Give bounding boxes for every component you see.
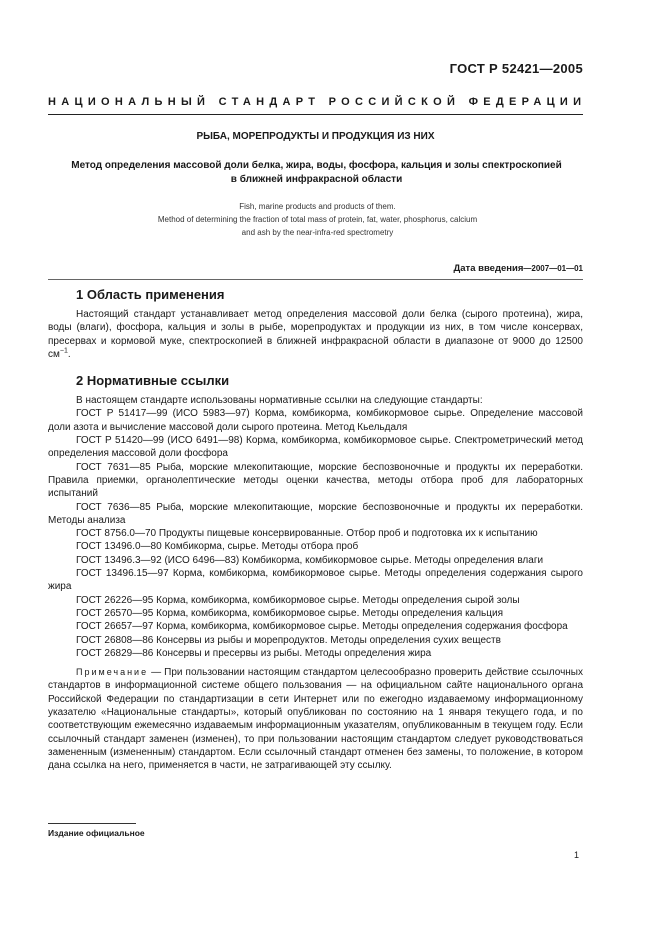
reference-item: ГОСТ 13496.3—92 (ИСО 6496—83) Комбикорма, комбикормовое сырье. Методы определения влаги	[76, 554, 544, 566]
section-1-heading: 1 Область применения	[76, 287, 225, 302]
note-paragraph	[48, 666, 583, 772]
reference-item: ГОСТ 26657—97 Корма, комбикорма, комбикормовое сырье. Методы определения содержания фосфора	[76, 621, 568, 633]
reference-item: ГОСТ 13496.15—97 Корма, комбикорма, комбикормовое сырье. Методы определения содержания сырого жира	[48, 568, 583, 593]
reference-item: ГОСТ 26829—86 Консервы и пресервы из рыбы. Методы определения жира	[76, 647, 432, 659]
superscript: −1	[59, 347, 68, 355]
effective-date-label: Дата введения	[453, 263, 524, 274]
footer-divider	[48, 823, 136, 824]
reference-item: ГОСТ 26808—86 Консервы из рыбы и морепродуктов. Методы определения сухих веществ	[76, 634, 501, 646]
reference-item: ГОСТ 26570—95 Корма, комбикорма, комбикормовое сырье. Методы определения кальция	[76, 607, 503, 619]
reference-item: ГОСТ Р 51417—99 (ИСО 5983—97) Корма, комбикорма, комбикормовое сырье. Определение массовой доли азота и вычисление массовой доли сырого протеина. Метод Кьельдаля	[48, 408, 583, 433]
date-divider	[48, 279, 583, 280]
national-standard-heading: НАЦИОНАЛЬНЫЙ СТАНДАРТ РОССИЙСКОЙ ФЕДЕРАЦИИ	[48, 96, 587, 108]
english-title-line: Method of determining the fraction of total mass of protein, fat, water, phosphorus, calcium	[157, 215, 478, 224]
header-divider	[48, 114, 583, 115]
effective-date-value: —2007—01—01	[523, 264, 583, 273]
reference-list	[48, 407, 583, 660]
standard-number: ГОСТ Р 52421—2005	[449, 61, 583, 76]
reference-item: ГОСТ Р 51420—99 (ИСО 6491—98) Корма, комбикорма, комбикормовое сырье. Спектрометрический метод определения массовой доли фосфора	[48, 435, 583, 460]
reference-item: ГОСТ 13496.0—80 Комбикорма, сырье. Методы отбора проб	[76, 541, 359, 553]
section-2-intro: В настоящем стандарте использованы нормативные ссылки на следующие стандарты:	[76, 395, 483, 407]
note-text: — При пользовании настоящим стандартом целесообразно проверить действие ссылочных стандартов в информационной системе общего пользования — на официальном сайте национального органа Российской Федерации по стандартизации в сети Интернет или по ежегодно издаваемому информационному указателю «Национальные стандарты», который опубликован по состоянию на 1 января текущего года, и по соответствующим ежемесячно издаваемым информационным указателям, опубликованным в текущем году. Если ссылочный стандарт заменен (изменен), то при пользовании настоящим стандартом следует руководствоваться замененным (измененным) стандартом. Если ссылочный стандарт отменен без замены, то положение, в котором дана ссылка на него, применяется в части, не затрагивающей эту ссылку.	[48, 667, 583, 772]
section-2-heading: 2 Нормативные ссылки	[76, 373, 230, 389]
reference-item: ГОСТ 8756.0—70 Продукты пищевые консервированные. Отбор проб и подготовка их к испытанию	[76, 528, 538, 540]
edition-label: Издание официальное	[48, 828, 145, 838]
english-title-line: and ash by the near-infra-red spectrometry	[241, 228, 394, 237]
document-body	[48, 286, 583, 773]
reference-item: ГОСТ 26226—95 Корма, комбикорма, комбикормовое сырье. Методы определения сырой золы	[76, 594, 520, 606]
english-title-line: Fish, marine products and products of them.	[239, 202, 396, 211]
section-1-text: Настоящий стандарт устанавливает метод определения массовой доли белка (сырого протеина), жира, воды (влаги), фосфора, кальция и золы в рыбе, морепродуктах и продукции из них, в том числе консервах, пресервах и кормовой муке, спектроскопией в ближней инфракрасной области в диапазоне от 9000 до 12500 $см^{-1}$.	[48, 309, 583, 360]
english-title	[80, 200, 555, 239]
note-label: Примечание	[76, 667, 149, 678]
effective-date	[454, 263, 584, 274]
reference-item: ГОСТ 7631—85 Рыба, морские млекопитающие, морские беспозвоночные и продукты их переработки. Правила приемки, органолептические методы оценки качества, методы отбора проб для лабораторных испытаний	[48, 461, 583, 500]
document-subtitle: Метод определения массовой доли белка, жира, воды, фосфора, кальция и золы спектроскопией в ближней инфракрасной области	[71, 160, 562, 185]
reference-item: ГОСТ 7636—85 Рыба, морские млекопитающие, морские беспозвоночные и продукты их переработки. Методы анализа	[48, 501, 583, 526]
document-title: РЫБА, МОРЕПРОДУКТЫ И ПРОДУКЦИЯ ИЗ НИХ	[196, 131, 435, 142]
page-number: 1	[574, 850, 580, 860]
